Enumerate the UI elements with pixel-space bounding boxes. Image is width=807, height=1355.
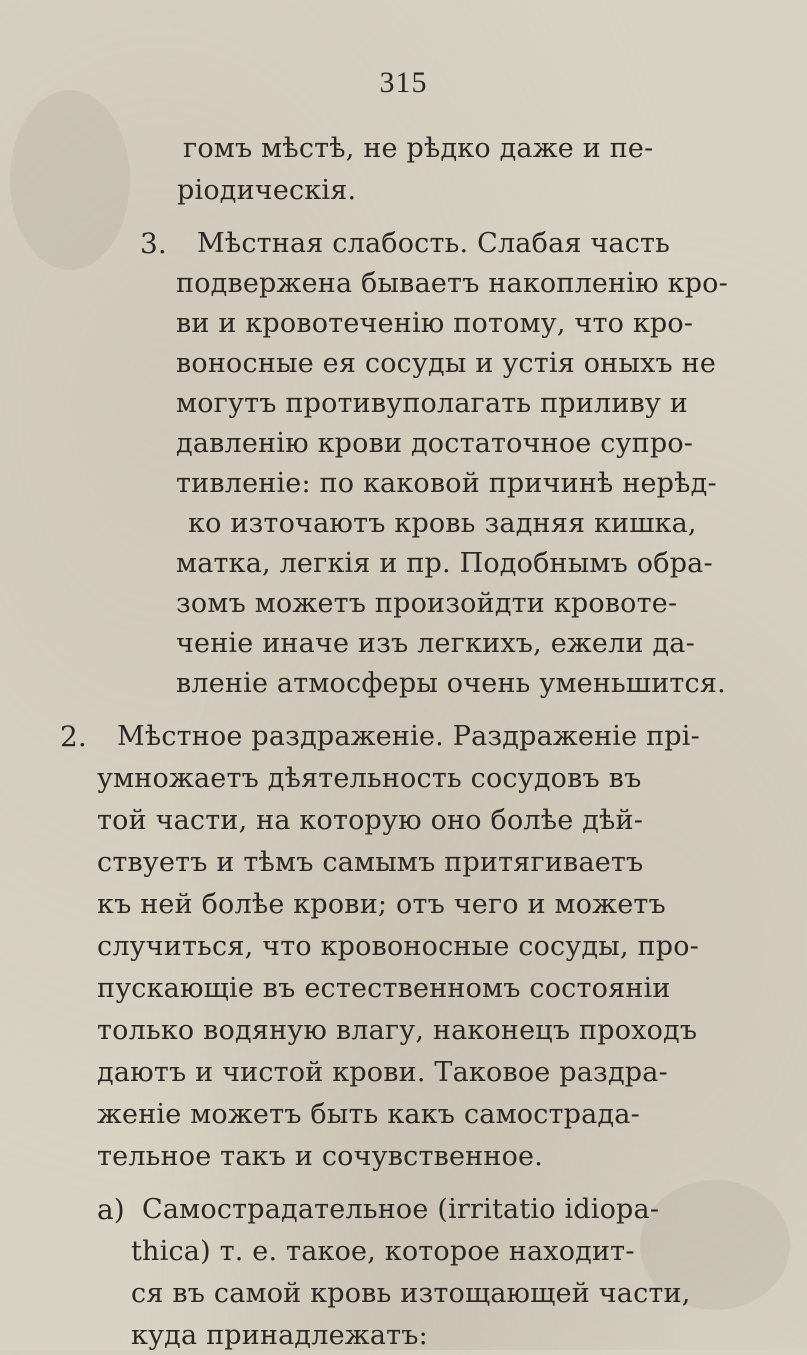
page-number: 315 — [379, 66, 428, 99]
text-line: ся въ самой кровь изтощающей части, — [131, 1278, 691, 1309]
text-line: ствуетъ и тѣмъ самымъ притягиваетъ — [97, 847, 644, 878]
text-line: давленію крови достаточное супро- — [176, 428, 694, 459]
text-line: случиться, что кровоносные сосуды, про- — [97, 931, 699, 962]
item-number-2: 2. — [60, 720, 87, 753]
item-number-3: 3. — [140, 227, 167, 260]
text-line: куда принадлежатъ: — [131, 1320, 428, 1351]
text-line: ви и кровотеченію потому, что кро- — [176, 308, 694, 339]
text-line: ченіе иначе изъ легкихъ, ежели да- — [176, 628, 695, 659]
item-marker-a: a) — [97, 1193, 125, 1226]
text-line: ко източаютъ кровь задняя кишка, — [188, 508, 697, 539]
text-line: тельное такъ и сочувственное. — [97, 1141, 543, 1172]
text-line: гомъ мѣстѣ, не рѣдко даже и пе- — [183, 133, 654, 164]
text-line: пускающіе въ естественномъ состояніи — [97, 973, 671, 1004]
paper-stain — [10, 90, 130, 270]
text-line: зомъ можетъ произойдти кровоте- — [176, 588, 678, 619]
text-line: Мѣстная слабость. Слабая часть — [197, 228, 671, 259]
text-line: умножаетъ дѣятельность сосудовъ въ — [97, 763, 642, 794]
text-line: Самострадательное (irritatio idiopa- — [142, 1194, 660, 1225]
text-line: женіе можетъ быть какъ самострада- — [97, 1099, 640, 1130]
text-line: вленіе атмосферы очень уменьшится. — [176, 668, 726, 699]
text-line: тивленіе: по каковой причинѣ нерѣд- — [176, 468, 717, 499]
text-line: матка, легкія и пр. Подобнымъ обра- — [176, 548, 713, 579]
text-line: Мѣстное раздраженіе. Раздраженіе прі- — [117, 721, 700, 752]
text-line: ріодическія. — [177, 175, 357, 206]
text-line: воносные ея сосуды и устія оныхъ не — [176, 348, 717, 379]
text-line: могутъ противуполагать приливу и — [176, 388, 688, 419]
text-line: только водяную влагу, наконецъ проходъ — [97, 1015, 698, 1046]
text-line: къ ней болѣе крови; отъ чего и можетъ — [97, 889, 666, 920]
text-line: даютъ и чистой крови. Таковое раздра- — [97, 1057, 668, 1088]
text-line: thica) т. е. такое, которое находит- — [131, 1236, 635, 1267]
text-line: той части, на которую оно болѣе дѣй- — [97, 805, 644, 836]
text-line: подвержена бываетъ накопленію кро- — [176, 268, 728, 299]
